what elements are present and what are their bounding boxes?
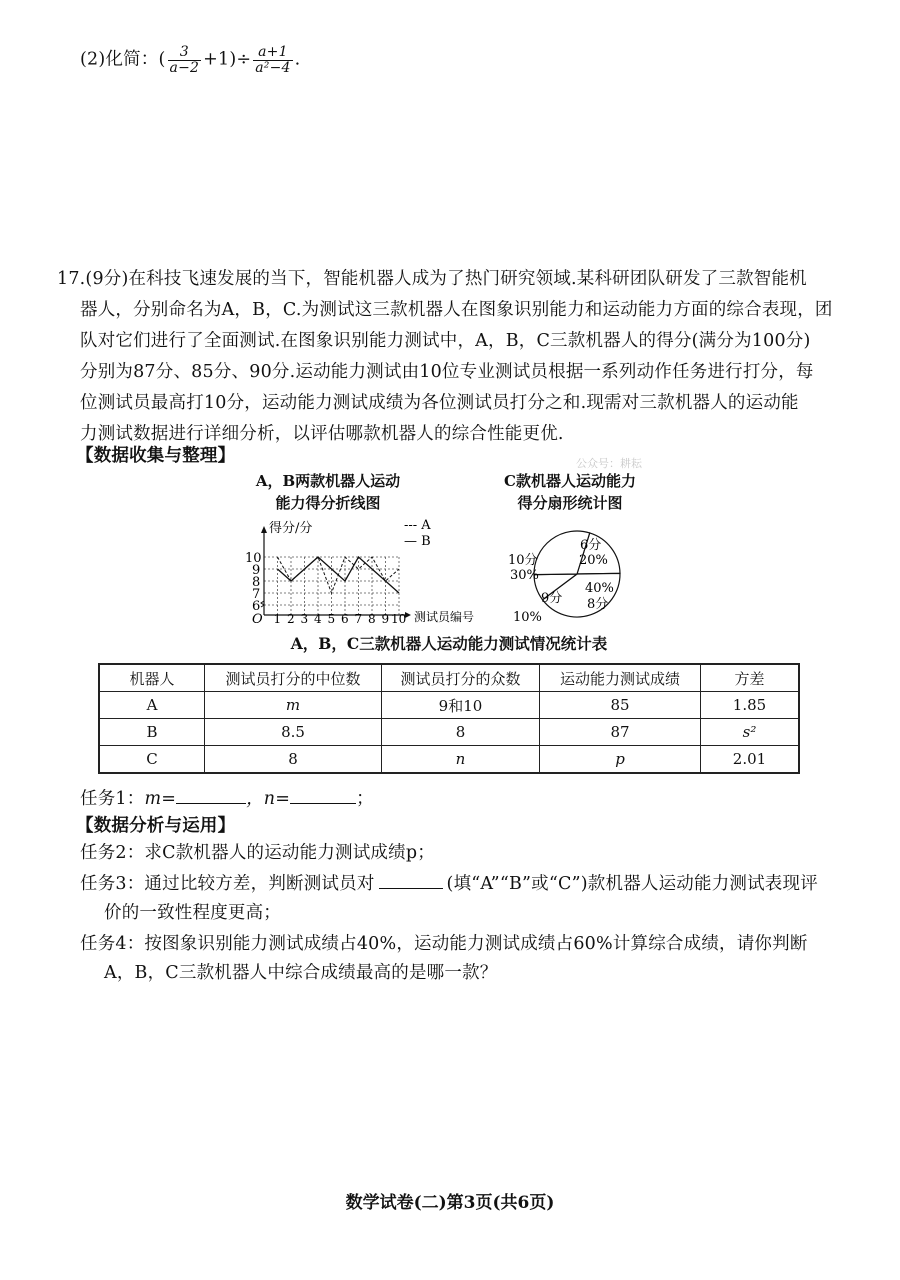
table-header: 机器人 <box>99 664 205 692</box>
pie-label-6: 6分 <box>580 538 602 553</box>
pie-percent-9: 10% <box>513 610 542 625</box>
q16-part2 <box>80 45 300 75</box>
table-cell: p <box>540 746 701 774</box>
x-tick-label: 5 <box>327 612 336 625</box>
x-tick-label: 6 <box>341 612 349 625</box>
page-footer: 数学试卷(二)第3页(共6页) <box>345 1193 555 1213</box>
q16-label: (2)化简：( <box>80 49 166 70</box>
table-row <box>99 746 799 774</box>
task-2: 任务2：求C款机器人的运动能力测试成绩p； <box>80 843 435 863</box>
stats-table <box>98 663 800 774</box>
table-cell: 2.01 <box>701 746 800 774</box>
q16-plus-one: +1)÷ <box>203 49 252 70</box>
task-4: 任务4：按图象识别能力测试成绩占40%，运动能力测试成绩占60%计算综合成绩，请你判断 <box>80 934 808 954</box>
task-3: 任务3：通过比较方差，判断测试员对 (填“A”“B”或“C”)款机器人运动能力测试表现评 <box>80 874 818 894</box>
fraction-a-plus-1-over-a2-minus-4: $\frac{a+1}{\text{a²−4}}$ <box>255 44 291 76</box>
line-chart-grid <box>264 557 399 615</box>
line-chart-title: A，B两款机器人运动 能力得分折线图 <box>255 472 401 512</box>
q17-line-4: 分别为87分、85分、90分.运动能力测试由10位专业测试员根据一系列动作任务进行打分，每 <box>80 362 814 382</box>
x-tick-label: 2 <box>287 612 295 625</box>
table-row <box>99 719 799 746</box>
table-cell: n <box>382 746 540 774</box>
pie-percent-6: 20% <box>579 553 608 568</box>
blank-n <box>290 789 356 804</box>
x-tick-label: 7 <box>354 612 363 625</box>
line-chart-xlabel: 测试员编号 <box>414 610 475 624</box>
legend-b: — B <box>404 534 431 549</box>
x-tick-label: 10 <box>391 612 407 625</box>
table-header: 运动能力测试成绩 <box>540 664 701 692</box>
section-data-analysis: 【数据分析与运用】 <box>76 816 236 836</box>
pie-chart-title: C款机器人运动能力 得分扇形统计图 <box>504 472 636 512</box>
table-cell: A <box>99 692 205 719</box>
table-cell: m <box>205 692 382 719</box>
line-chart-y-ticks <box>245 551 262 614</box>
line-chart <box>240 515 510 625</box>
q17-line-1: 17.(9分)在科技飞速发展的当下，智能机器人成为了热门研究领域.某科研团队研发了三款智能机 <box>57 269 807 289</box>
blank-m <box>176 789 246 804</box>
table-header: 测试员打分的中位数 <box>205 664 382 692</box>
line-chart-series <box>278 557 400 593</box>
table-cell: 9和10 <box>382 692 540 719</box>
table-cell: 87 <box>540 719 701 746</box>
table-cell: 8.5 <box>205 719 382 746</box>
y-tick-label: 7 <box>252 587 261 602</box>
task-4-cont: A，B，C三款机器人中综合成绩最高的是哪一款？ <box>104 963 498 983</box>
q17-line-2: 器人，分别命名为A，B，C.为测试这三款机器人在图象识别能力和运动能力方面的综合表现，团 <box>80 300 833 320</box>
pie-percent-8: 40% <box>585 581 614 596</box>
table-header-row <box>99 664 799 692</box>
watermark: 公众号：耕耘 <box>576 457 642 470</box>
line-chart-axes <box>261 526 411 618</box>
y-tick-label: 10 <box>245 551 262 566</box>
x-tick-label: 8 <box>368 612 376 625</box>
x-tick-label: 9 <box>381 612 390 625</box>
table-cell: 8 <box>205 746 382 774</box>
table-header: 测试员打分的众数 <box>382 664 540 692</box>
fraction-3-over-a-minus-2: $\frac{3}{a-2}$ <box>169 44 200 76</box>
series-line-b <box>278 557 400 593</box>
table-row <box>99 692 799 719</box>
table-cell: 8 <box>382 719 540 746</box>
table-cell: s² <box>701 719 800 746</box>
pie-chart <box>505 528 655 628</box>
y-tick-label: 9 <box>252 563 261 578</box>
q17-line-6: 力测试数据进行详细分析，以评估哪款机器人的综合性能更优. <box>80 424 564 444</box>
task-1: 任务1：m= ，n= ； <box>80 789 374 809</box>
pie-label-8: 8分 <box>587 597 609 612</box>
table-title: A，B，C三款机器人运动能力测试情况统计表 <box>290 634 608 653</box>
pie-label-9: 9分 <box>541 591 563 606</box>
y-tick-label: 6 <box>252 599 261 614</box>
q17-line-5: 位测试员最高打10分，运动能力测试成绩为各位测试员打分之和.现需对三款机器人的运动能 <box>80 393 799 413</box>
table-cell: 1.85 <box>701 692 800 719</box>
section-data-collection: 【数据收集与整理】 <box>76 446 236 466</box>
x-tick-label: 4 <box>314 612 322 625</box>
table-cell: B <box>99 719 205 746</box>
pie-label-10: 10分 <box>508 553 538 568</box>
task-3-cont: 价的一致性程度更高； <box>104 903 281 923</box>
legend-a: --- A <box>404 518 431 533</box>
table-cell: 85 <box>540 692 701 719</box>
y-tick-label: 8 <box>252 575 261 590</box>
line-chart-ylabel: 得分/分 <box>269 521 313 536</box>
blank-task3 <box>379 874 443 889</box>
pie-percent-10: 30% <box>510 568 539 583</box>
table-header: 方差 <box>701 664 800 692</box>
table-cell: C <box>99 746 205 774</box>
q17-line-3: 队对它们进行了全面测试.在图象识别能力测试中，A，B，C三款机器人的得分(满分为100分) <box>80 331 811 351</box>
line-chart-origin: O <box>252 612 263 625</box>
line-chart-x-ticks <box>274 612 407 625</box>
x-tick-label: 1 <box>273 612 282 625</box>
x-tick-label: 3 <box>300 612 309 625</box>
q16-end: . <box>294 49 301 70</box>
